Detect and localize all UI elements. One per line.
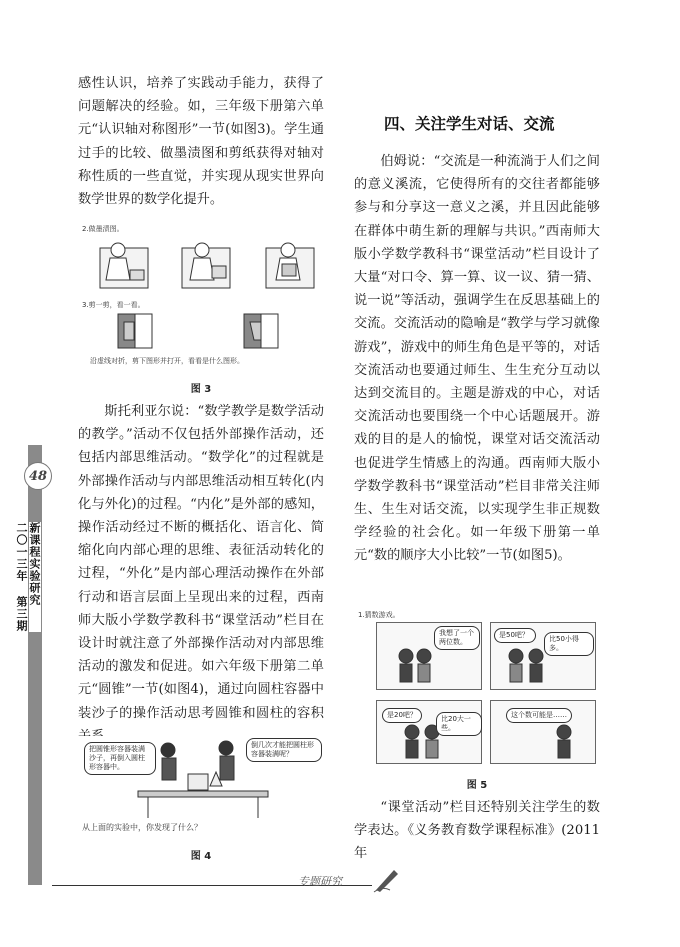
right-para-2-text: “课堂活动”栏目还特别关注学生的数学表达。《义务教育数学课程标准》(2011年 <box>354 800 600 862</box>
right-para-1-text: 伯姆说：“交流是一种流淌于人们之间的意义溪流，它使得所有的交往者都能够参与和分享这一意义之溪，并且因此能够在群体中萌生新的理解与共识。”西南师大版小学数学教科书“课堂活动”栏目设计了大量“对口令、算一算、议一议、猜一猜、说一说”等活动，强调学生在反思基础上的交流。交流活动的隐喻是“教学与学习就像游戏”，游戏中的师生角色是平等的，对话交流活动也要通过师生、生生充分互动以达到交流目的。主题是游戏的中心，对话交流活动也要围绕一个中心话题展开。游戏的目的是人的愉悦，课堂对话交流活动也促进学生情感上的沟通。西南师大版小学数学教科书“课堂活动”栏目非常关注师生、生生对话交流，以实现学生非正规数学经验的社会化。如一年级下册第一单元“数的顺序大小比较”一节(如图5)。 <box>354 154 600 564</box>
left-para-2 <box>78 400 324 748</box>
left-para-1 <box>78 72 324 211</box>
left-para-1-text: 感性认识，培养了实践动手能力，获得了问题解决的经验。如，三年级下册第六单元“认识轴对称图形”一节(如图3)。学生通过手的比较、做墨渍图和剪纸获得对轴对称性质的一些直觉，并实现从现实世界向数学世界的数学化提升。 <box>78 76 324 208</box>
figure-5-bubble-1: 我想了一个两位数。 <box>434 626 480 650</box>
figure-4-caption: 图 4 <box>190 851 212 862</box>
figure-5-bubble-2: 是50吧？ <box>494 628 536 643</box>
footer-label: 专题研究 <box>298 875 342 888</box>
page-number: 48 <box>24 462 52 490</box>
figure-3-item3: 3.剪一剪，看一看。 <box>82 301 145 309</box>
figure-5-bubble-6: 这个数可能是…… <box>506 708 572 723</box>
figure-3 <box>78 222 324 372</box>
journal-title: 新课程实验研究 <box>28 522 41 606</box>
figure-5-bubble-5: 比20大一些。 <box>436 712 482 736</box>
figure-3-paper-cutouts <box>78 312 324 352</box>
figure-3-item2: 2.做墨渍图。 <box>82 225 124 233</box>
figure-3-instruction: 沿虚线对折，剪下图形并打开，看看是什么图形。 <box>90 357 244 365</box>
figure-3-children-illustration <box>78 236 324 296</box>
figure-4-question: 从上面的实验中，你发现了什么？ <box>82 823 202 832</box>
journal-issue: 二〇一三年 第三期 <box>15 522 28 632</box>
figure-4 <box>78 736 324 841</box>
left-para-2-text: 斯托利亚尔说：“数学教学是数学活动的教学。”活动不仅包括外部操作活动，还包括内部思维活动。“数学化”的过程就是外部操作活动与内部思维活动相互转化(内化与外化)的过程。“内化”是外部的感知，操作活动经过不断的概括化、语言化、简缩化向内部心理的思维、表征活动转化的过程，“外化”是内部心理活动操作在外部行动和语言层面上呈现出来的过程，西南师大版小学数学教科书“课堂活动”栏目在设计时就注意了外部操作活动对内部思维活动的激发和促进。如六年级下册第二单元“圆锥”一节(如图4)，通过向圆柱容器中装沙子的操作活动思考圆锥和圆柱的容积 <box>78 404 324 721</box>
pen-icon <box>372 866 402 894</box>
figure-5-item1: 1.猜数游戏。 <box>358 611 400 619</box>
figure-5-caption: 图 5 <box>466 780 488 791</box>
section-heading: 四、关注学生对话、交流 <box>384 115 555 133</box>
figure-5 <box>354 608 600 768</box>
figure-5-bubble-4: 是20吧？ <box>382 708 422 723</box>
sidebar-bar <box>28 445 42 885</box>
figure-4-bubble-left: 把圆锥形容器装满沙子，再倒入圆柱形容器中。 <box>84 742 156 775</box>
figure-5-bubble-3: 比50小得多。 <box>544 632 594 656</box>
journal-name <box>15 522 41 632</box>
figure-3-caption: 图 3 <box>190 384 212 395</box>
right-para-1 <box>354 150 600 568</box>
figure-4-bubble-right: 倒几次才能把圆柱形容器装满呢？ <box>246 738 322 762</box>
right-para-2 <box>354 796 600 866</box>
